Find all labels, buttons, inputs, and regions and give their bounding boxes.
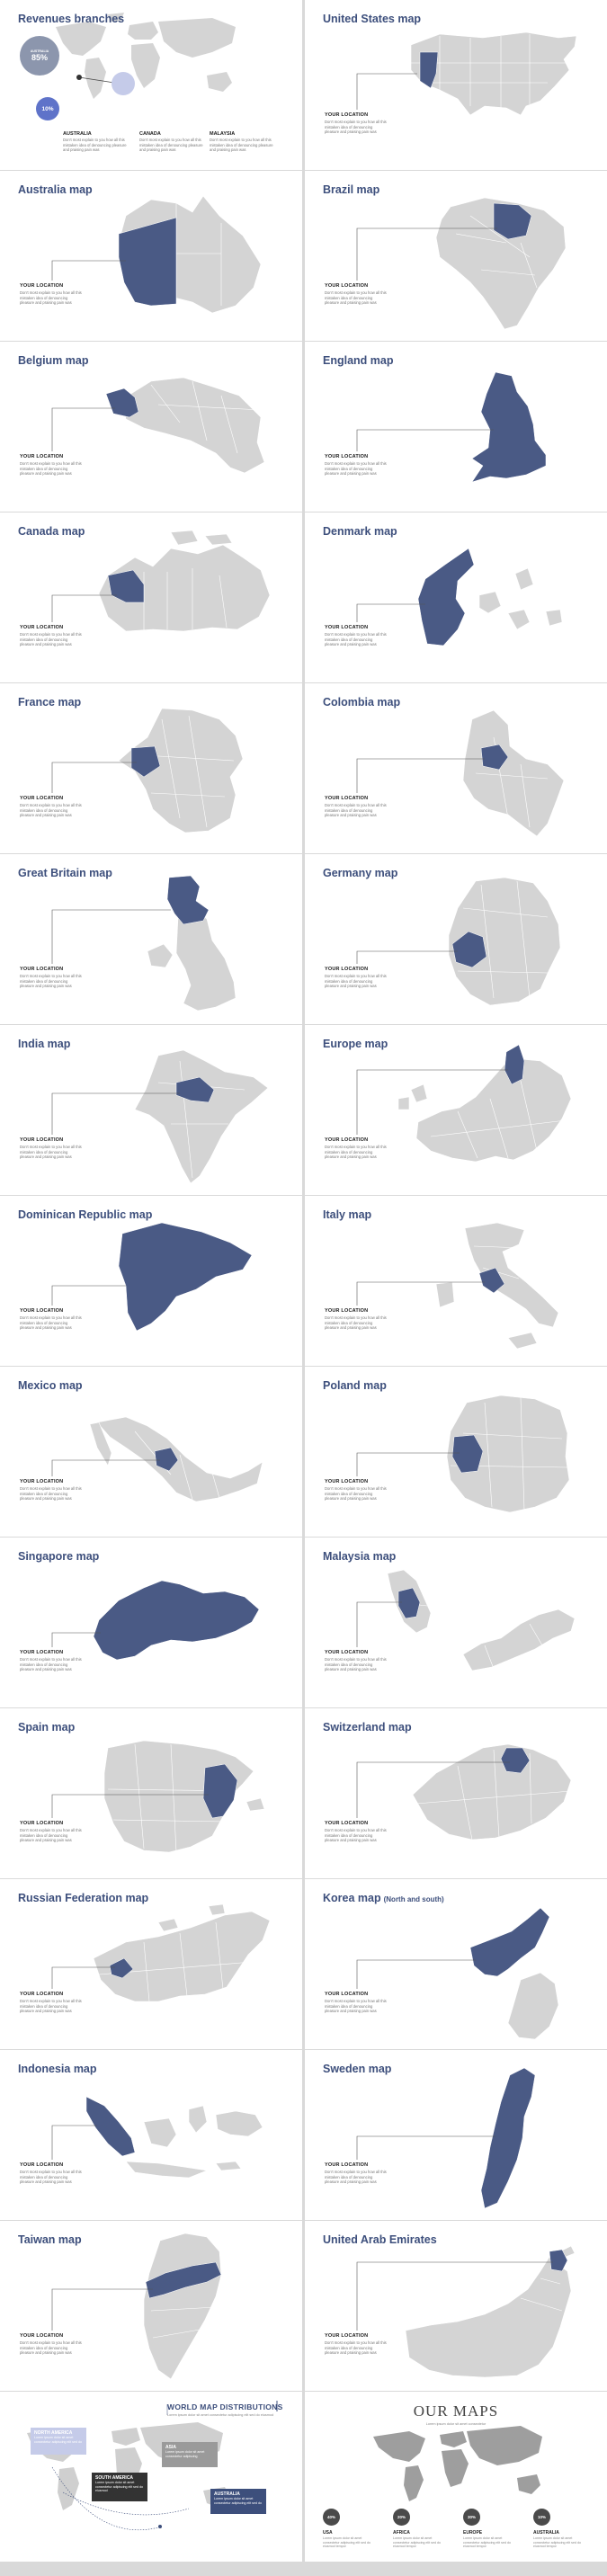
slide-subtitle: Lorem ipsum dolor sit amet consectetur adipiscing elit sed do eiusmod <box>167 2413 274 2417</box>
location-description: Don't most explain to you how all this mistaken idea of denouncing pleasure and praising pain was <box>325 1999 387 2014</box>
map-graphic <box>0 1025 302 1195</box>
map-graphic <box>0 2050 302 2220</box>
map-region <box>205 534 232 545</box>
connector-line <box>52 2126 97 2160</box>
map-slide-denmark-map[interactable] <box>305 513 607 682</box>
map-region <box>189 2106 207 2133</box>
location-description: Don't most explain to you how all this mistaken idea of denouncing pleasure and praising pain was <box>20 803 82 818</box>
location-description: Don't most explain to you how all this mistaken idea of denouncing pleasure and praising pain was <box>20 1145 82 1160</box>
map-region <box>508 1973 558 2039</box>
slide-title: WORLD MAP DISTRIBUTIONS <box>167 2402 283 2411</box>
map-slide-taiwan-map[interactable] <box>0 2221 302 2391</box>
highlighted-region[interactable] <box>86 2097 135 2156</box>
map-region <box>546 610 562 626</box>
bubble-label: AUSTRALIA <box>30 49 49 53</box>
map-slide-canada-map[interactable] <box>0 513 302 682</box>
location-description: Don't most explain to you how all this mistaken idea of denouncing pleasure and praising pain was <box>325 290 387 306</box>
map-slide-australia-map[interactable] <box>0 171 302 341</box>
highlighted-region[interactable] <box>418 548 474 646</box>
col-country: CANADA <box>139 131 161 137</box>
map-region <box>94 1912 270 2001</box>
slide-title-text: England map <box>323 354 394 367</box>
slide-title-text: Brazil map <box>323 183 380 196</box>
map-region <box>216 2111 263 2136</box>
location-description: Don't most explain to you how all this mistaken idea of denouncing pleasure and praising pain was <box>325 1657 387 1672</box>
connector-line <box>52 408 115 451</box>
location-label: YOUR LOCATION <box>20 454 64 459</box>
map-slide-singapore-map[interactable] <box>0 1538 302 1707</box>
map-region <box>147 944 173 967</box>
col-country: MALAYSIA <box>210 131 236 137</box>
map-graphic <box>305 513 607 682</box>
location-label: YOUR LOCATION <box>20 1992 64 1997</box>
location-label: YOUR LOCATION <box>20 1137 64 1143</box>
map-graphic <box>305 1538 607 1707</box>
highlighted-region[interactable] <box>94 1581 259 1660</box>
map-region <box>126 2162 207 2178</box>
map-slide-united-arab-emirates[interactable] <box>305 2221 607 2391</box>
slide-title <box>323 2233 437 2246</box>
map-slide-england-map[interactable] <box>305 342 607 512</box>
location-description: Don't most explain to you how all this mistaken idea of denouncing pleasure and praising pain was <box>325 2170 387 2185</box>
location-description: Don't most explain to you how all this mistaken idea of denouncing pleasure and praising pain was <box>20 632 82 647</box>
map-region <box>436 1282 454 1307</box>
slide-title-text: Australia map <box>18 183 93 196</box>
map-graphic <box>0 513 302 682</box>
slide-title-text: Belgium map <box>18 354 89 367</box>
connector-line <box>52 2289 153 2331</box>
pct-circle: 20% <box>393 2509 410 2526</box>
location-description: Don't most explain to you how all this mistaken idea of denouncing pleasure and praising pain was <box>20 1657 82 1672</box>
location-label: YOUR LOCATION <box>20 2333 64 2339</box>
map-slide-russian-federation-map[interactable] <box>0 1879 302 2049</box>
map-region <box>97 1417 263 1502</box>
highlighted-region[interactable] <box>472 372 546 482</box>
location-description: Don't most explain to you how all this mistaken idea of denouncing pleasure and praising pain was <box>325 461 387 477</box>
box-text: Lorem ipsum dolor sit amet consectetur adipiscing elit sed do <box>34 2436 82 2444</box>
location-label: YOUR LOCATION <box>325 1479 369 1484</box>
location-description: Don't most explain to you how all this mistaken idea of denouncing pleasure and praising pain was <box>20 1828 82 1843</box>
map-graphic <box>305 854 607 1024</box>
slide-title <box>323 13 421 25</box>
slide-title <box>18 354 89 367</box>
slide-title-text: Poland map <box>323 1379 387 1392</box>
connector-line <box>357 1602 402 1647</box>
slide-title <box>18 867 112 879</box>
col-text: Don't most explain to you how all this mistaken idea of denouncing pleasure and praising pain was <box>63 138 127 153</box>
map-slide-poland-map[interactable] <box>305 1367 607 1537</box>
connector-line <box>357 1282 485 1306</box>
bubble-value: 85% <box>31 53 48 62</box>
highlighted-region[interactable] <box>119 1223 252 1331</box>
pct-circle: 30% <box>463 2509 480 2526</box>
slide-title-text: Korea map <box>323 1892 381 1904</box>
map-slide-colombia-map[interactable] <box>305 683 607 853</box>
map-graphic <box>0 1196 302 1366</box>
region-text: Lorem ipsum dolor sit amet consectetur adipiscing elit sed do eiusmod tempor <box>533 2536 581 2549</box>
slide-title-text: Great Britain map <box>18 867 112 879</box>
map-slide-mexico-map[interactable] <box>0 1367 302 1537</box>
box-heading: ASIA <box>165 2445 176 2450</box>
slide-title <box>323 1892 444 1904</box>
slide-title-text: Europe map <box>323 1038 388 1050</box>
map-region <box>144 2118 176 2147</box>
map-graphic <box>0 854 302 1024</box>
location-description: Don't most explain to you how all this mistaken idea of denouncing pleasure and praising pain was <box>325 974 387 989</box>
slide-title <box>323 2063 391 2075</box>
connector-line <box>52 1633 101 1647</box>
location-description: Don't most explain to you how all this mistaken idea of denouncing pleasure and praising pain was <box>20 1315 82 1331</box>
map-graphic <box>0 1367 302 1537</box>
world-map <box>0 2392 302 2562</box>
location-description: Don't most explain to you how all this mistaken idea of denouncing pleasure and praising pain was <box>325 1486 387 1502</box>
slide-title <box>18 1208 152 1221</box>
region-name: AUSTRALIA <box>533 2530 559 2536</box>
box-text: Lorem ipsum dolor sit amet consectetur adipiscing elit sed do eiusmod <box>95 2481 143 2493</box>
location-description: Don't most explain to you how all this mistaken idea of denouncing pleasure and praising pain was <box>325 1145 387 1160</box>
map-region <box>463 1609 575 1671</box>
location-label: YOUR LOCATION <box>20 796 64 801</box>
map-slide-united-states-map[interactable] <box>305 0 607 170</box>
location-label: YOUR LOCATION <box>325 796 369 801</box>
region-name: USA <box>323 2530 333 2536</box>
location-label: YOUR LOCATION <box>20 283 64 289</box>
info-box-australia <box>210 2489 266 2514</box>
box-text: Lorem ipsum dolor sit amet consectetur adipiscing elit sed do <box>214 2497 262 2505</box>
map-graphic <box>305 2050 607 2220</box>
slide-title-text: France map <box>18 696 82 709</box>
slide-title <box>323 354 393 367</box>
map-graphic <box>0 1708 302 1878</box>
connector-line <box>357 604 425 622</box>
location-description: Don't most explain to you how all this mistaken idea of denouncing pleasure and praising pain was <box>20 2170 82 2185</box>
slide-title <box>323 1721 412 1734</box>
map-slide-spain-map[interactable] <box>0 1708 302 1878</box>
map-slide-malaysia-map[interactable] <box>305 1538 607 1707</box>
slide-title <box>18 1721 75 1734</box>
slide-subtitle: (North and south) <box>383 1895 444 1903</box>
pct-circle: 40% <box>323 2509 340 2526</box>
info-box-south-america <box>92 2473 147 2501</box>
bubble-lavender <box>112 72 135 95</box>
map-slide-europe-map[interactable] <box>305 1025 607 1195</box>
map-graphic <box>305 1025 607 1195</box>
slide-title <box>323 1038 388 1050</box>
slide-title <box>18 1379 83 1392</box>
region-name: AFRICA <box>393 2530 410 2536</box>
map-graphic <box>0 1538 302 1707</box>
slide-title <box>323 183 379 196</box>
slide-title <box>323 525 397 538</box>
map-graphic <box>305 342 607 512</box>
map-region <box>465 1223 558 1327</box>
location-description: Don't most explain to you how all this mistaken idea of denouncing pleasure and praising pain was <box>20 974 82 989</box>
slide-title: Revenues branches <box>18 13 125 25</box>
location-label: YOUR LOCATION <box>325 1308 369 1314</box>
slide-title-text: Colombia map <box>323 696 401 709</box>
location-description: Don't most explain to you how all this mistaken idea of denouncing pleasure and praising pain was <box>20 461 82 477</box>
slide-title <box>323 696 400 709</box>
map-slide-germany-map[interactable] <box>305 854 607 1024</box>
location-label: YOUR LOCATION <box>325 2162 369 2168</box>
location-label: YOUR LOCATION <box>20 2162 64 2168</box>
slide-title <box>323 1379 387 1392</box>
map-graphic <box>0 683 302 853</box>
slide-title-text: United States map <box>323 13 422 25</box>
box-heading: NORTH AMERICA <box>34 2430 73 2436</box>
map-graphic <box>305 683 607 853</box>
map-slide-brazil-map[interactable] <box>305 171 607 341</box>
map-region <box>158 1919 178 1931</box>
map-region <box>209 1904 225 1915</box>
map-slide-italy-map[interactable] <box>305 1196 607 1366</box>
map-graphic <box>0 1879 302 2049</box>
map-region <box>216 2162 241 2170</box>
slide-title <box>323 867 397 879</box>
slide-title-text: Indonesia map <box>18 2063 97 2075</box>
map-slide-switzerland-map[interactable] <box>305 1708 607 1878</box>
slide-title-text: Sweden map <box>323 2063 392 2075</box>
map-region <box>135 1050 268 1183</box>
slide-title <box>323 1208 371 1221</box>
location-label: YOUR LOCATION <box>325 625 369 630</box>
location-description: Don't most explain to you how all this mistaken idea of denouncing pleasure and praising pain was <box>20 1999 82 2014</box>
location-description: Don't most explain to you how all this mistaken idea of denouncing pleasure and praising pain was <box>325 1315 387 1331</box>
map-region <box>406 2257 571 2377</box>
map-graphic <box>0 171 302 341</box>
map-graphic <box>305 1879 607 2049</box>
map-graphic <box>0 2221 302 2391</box>
slide-title-text: India map <box>18 1038 71 1050</box>
col-country: AUSTRALIA <box>63 131 92 137</box>
region-text: Lorem ipsum dolor sit amet consectetur adipiscing elit sed do eiusmod tempor <box>463 2536 511 2549</box>
slide-title <box>18 2063 97 2075</box>
location-description: Don't most explain to you how all this mistaken idea of denouncing pleasure and praising pain was <box>20 1486 82 1502</box>
connector-line <box>52 1286 126 1306</box>
col-text: Don't most explain to you how all this mistaken idea of denouncing pleasure and praising pain was <box>210 138 273 153</box>
bubble-blue <box>36 97 59 120</box>
region-name: EUROPE <box>463 2530 483 2536</box>
slide-title-text: United Arab Emirates <box>323 2233 437 2246</box>
location-label: YOUR LOCATION <box>325 1821 369 1826</box>
map-graphic <box>305 0 607 170</box>
map-region <box>246 1798 264 1811</box>
location-label: YOUR LOCATION <box>325 2333 369 2339</box>
connector-line <box>357 951 458 964</box>
bubble-value: 10% <box>41 105 54 112</box>
location-description: Don't most explain to you how all this mistaken idea of denouncing pleasure and praising pain was <box>325 803 387 818</box>
location-label: YOUR LOCATION <box>325 1137 369 1143</box>
location-label: YOUR LOCATION <box>20 625 64 630</box>
map-graphic <box>305 1196 607 1366</box>
slide-title <box>18 696 81 709</box>
slide-title: OUR MAPS <box>413 2402 499 2420</box>
region-text: Lorem ipsum dolor sit amet consectetur adipiscing elit sed do eiusmod tempor <box>393 2536 441 2549</box>
map-region <box>411 1084 427 1102</box>
location-description: Don't most explain to you how all this mistaken idea of denouncing pleasure and praising pain was <box>20 2340 82 2356</box>
location-label: YOUR LOCATION <box>20 1821 64 1826</box>
map-graphic <box>305 1367 607 1537</box>
connector-line <box>52 762 137 793</box>
slide-title-text: Switzerland map <box>323 1721 412 1734</box>
slide-title-text: Denmark map <box>323 525 397 538</box>
map-slide-korea-map[interactable] <box>305 1879 607 2049</box>
slide-subtitle: Lorem ipsum dolor sit amet consectetur <box>425 2422 486 2426</box>
box-text: Lorem ipsum dolor sit amet consectetur adipiscing <box>165 2450 205 2458</box>
map-region <box>508 1333 537 1349</box>
box-heading: AUSTRALIA <box>214 2491 240 2497</box>
col-text: Don't most explain to you how all this mistaken idea of denouncing pleasure and praising pain was <box>139 138 203 153</box>
map-region <box>508 610 530 629</box>
location-description: Don't most explain to you how all this mistaken idea of denouncing pleasure and praising pain was <box>325 1828 387 1843</box>
location-description: Don't most explain to you how all this mistaken idea of denouncing pleasure and praising pain was <box>20 290 82 306</box>
location-label: YOUR LOCATION <box>20 1650 64 1655</box>
slide-title-text: Italy map <box>323 1208 372 1221</box>
map-graphic <box>305 2221 607 2391</box>
map-region <box>413 1744 571 1840</box>
info-box-north-america <box>31 2428 86 2455</box>
map-region <box>398 1097 409 1110</box>
info-box-asia <box>162 2442 218 2467</box>
map-slide-france-map[interactable] <box>0 683 302 853</box>
slide-title-text: Singapore map <box>18 1550 100 1563</box>
location-description: Don't most explain to you how all this mistaken idea of denouncing pleasure and praising pain was <box>325 632 387 647</box>
location-description: Don't most explain to you how all this mistaken idea of denouncing pleasure and praising pain was <box>325 120 387 135</box>
slide-title-text: Russian Federation map <box>18 1892 149 1904</box>
connector-line <box>357 2136 495 2160</box>
slide-title-text: Canada map <box>18 525 85 538</box>
connector-line <box>357 430 494 451</box>
map-region <box>479 592 501 613</box>
map-slide-great-britain-map[interactable] <box>0 854 302 1024</box>
map-slide-indonesia-map[interactable] <box>0 2050 302 2220</box>
location-description: Don't most explain to you how all this mistaken idea of denouncing pleasure and praising pain was <box>325 2340 387 2356</box>
map-graphic <box>305 1708 607 1878</box>
slide-title <box>18 1550 99 1563</box>
slide-title-text: Taiwan map <box>18 2233 82 2246</box>
connector-line <box>357 1960 476 1989</box>
map-graphic <box>305 171 607 341</box>
location-label: YOUR LOCATION <box>20 1308 64 1314</box>
location-label: YOUR LOCATION <box>325 1992 369 1997</box>
map-region <box>171 530 198 545</box>
pct-circle: 10% <box>533 2509 550 2526</box>
slide-title <box>323 1550 396 1563</box>
map-region <box>515 568 533 590</box>
location-label: YOUR LOCATION <box>325 454 369 459</box>
connector-line <box>357 74 417 110</box>
slide-title <box>18 1038 70 1050</box>
connector-line <box>52 261 126 281</box>
slide-title <box>18 1892 148 1904</box>
world-distribution-slide[interactable] <box>0 2392 302 2562</box>
map-graphic <box>0 342 302 512</box>
map-slide-belgium-map[interactable] <box>0 342 302 512</box>
revenues-slide[interactable] <box>0 0 302 170</box>
highlighted-region[interactable] <box>167 876 209 924</box>
location-label: YOUR LOCATION <box>325 1650 369 1655</box>
location-label: YOUR LOCATION <box>20 1479 64 1484</box>
slide-title-text: Dominican Republic map <box>18 1208 153 1221</box>
connector-line <box>357 1453 460 1476</box>
location-label: YOUR LOCATION <box>20 967 64 972</box>
slide-title-text: Malaysia map <box>323 1550 397 1563</box>
map-slide-india-map[interactable] <box>0 1025 302 1195</box>
location-label: YOUR LOCATION <box>325 112 369 118</box>
highlighted-region[interactable] <box>470 1908 549 1976</box>
slide-title-text: Spain map <box>18 1721 76 1734</box>
slide-title <box>18 183 93 196</box>
map-region <box>122 378 264 473</box>
slide-title <box>18 2233 82 2246</box>
map-slide-dominican-republic-map[interactable] <box>0 1196 302 1366</box>
location-label: YOUR LOCATION <box>325 967 369 972</box>
highlighted-region[interactable] <box>481 2068 535 2208</box>
map-slide-sweden-map[interactable] <box>305 2050 607 2220</box>
slide-title-text: Mexico map <box>18 1379 83 1392</box>
slide-title <box>18 525 85 538</box>
region-text: Lorem ipsum dolor sit amet consectetur adipiscing elit sed do eiusmod tempor <box>323 2536 370 2549</box>
our-maps-slide[interactable] <box>305 2392 607 2562</box>
box-heading: SOUTH AMERICA <box>95 2475 134 2481</box>
map-region <box>144 2233 221 2379</box>
bubble-australia <box>20 36 59 76</box>
location-label: YOUR LOCATION <box>325 283 369 289</box>
slide-title-text: Germany map <box>323 867 398 879</box>
